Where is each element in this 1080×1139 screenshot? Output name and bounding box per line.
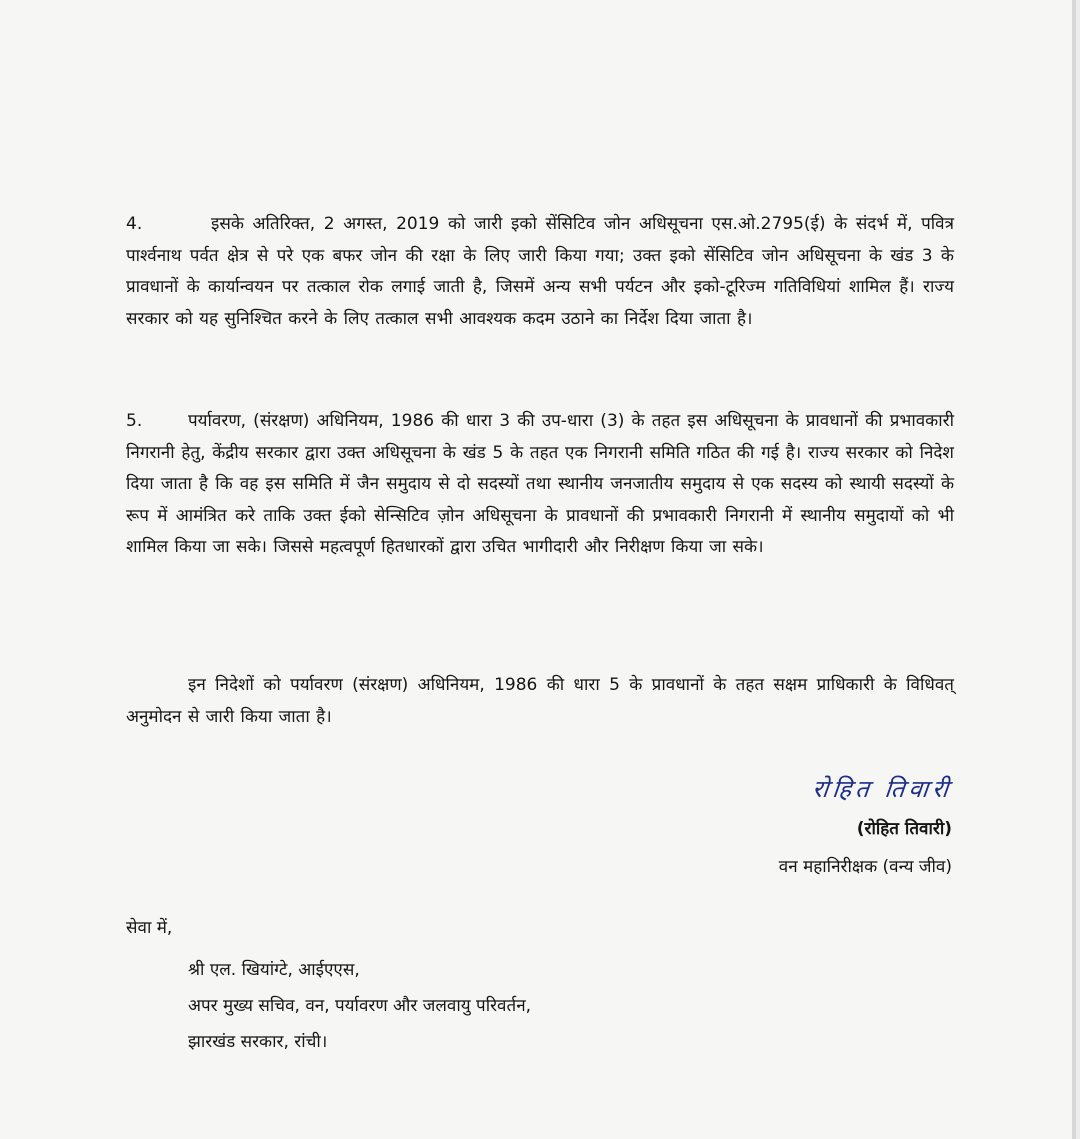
paragraph-number: 4. — [126, 214, 143, 234]
paragraph-text: इसके अतिरिक्त, 2 अगस्त, 2019 को जारी इको सेंसिटिव जोन अधिसूचना एस.ओ.2795(ई) के संदर्भ में, पवित्र पार्श्वनाथ पर्वत क्षेत्र से परे एक बफर जोन की रक्षा के लिए जारी किया गया; उक्त इको सेंसिटिव जोन अधिसूचना के खंड 3 के प्रावधानों के कार्यान्वयन पर तत्काल रोक लगाई जाती है, जिसमें अन्य सभी पर्यटन और इको-टूरिज्म गतिविधियां शामिल हैं। राज्य सरकार को यह सुनिश्चित करने के लिए तत्काल सभी आवश्यक कदम उठाने का निर्देश दिया जाता है। — [126, 214, 954, 329]
signatory-name: (रोहित तिवारी) — [856, 819, 952, 839]
page-edge — [1072, 0, 1076, 1139]
addressee-line: श्री एल. खियांग्टे, आईएएस, — [188, 960, 360, 980]
addressee-line: अपर मुख्य सचिव, वन, पर्यावरण और जलवायु परिवर्तन, — [188, 996, 532, 1016]
signature-block — [779, 770, 952, 882]
salutation: सेवा में, — [126, 918, 173, 938]
signatory-designation: वन महानिरीक्षक (वन्य जीव) — [778, 857, 952, 877]
handwritten-signature: रोहित तिवारी — [810, 775, 954, 803]
paragraph-4 — [126, 209, 954, 335]
closing-paragraph: इन निदेशों को पर्यावरण (संरक्षण) अधिनियम, 1986 की धारा 5 के प्रावधानों के तहत सक्षम प्राधिकारी के विधिवत् अनुमोदन से जारी किया जाता है। — [126, 675, 954, 727]
paragraph-number: 5. — [126, 411, 143, 431]
paragraph-text: पर्यावरण, (संरक्षण) अधिनियम, 1986 की धारा 3 की उप-धारा (3) के तहत इस अधिसूचना के प्रावधानों की प्रभावकारी निगरानी हेतु, केंद्रीय सरकार द्वारा उक्त अधिसूचना के खंड 5 के तहत एक निगरानी समिति गठित की गई है। राज्य सरकार को निदेश दिया जाता है कि वह इस समिति में जैन समुदाय से दो सदस्यों तथा स्थानीय जनजातीय समुदाय से एक सदस्य को स्थायी सदस्यों के रूप में आमंत्रित करे ताकि उक्त ईको सेन्सिटिव ज़ोन अधिसूचना के प्रावधानों की प्रभावकारी निगरानी में स्थानीय समुदायों को भी शामिल किया जा सके। जिससे महत्वपूर्ण हितधारकों द्वारा उचित भागीदारी और निरीक्षण किया जा सके। — [126, 411, 954, 557]
paragraph-5 — [126, 406, 954, 564]
addressee-line: झारखंड सरकार, रांची। — [188, 1032, 328, 1052]
addressee-block — [126, 910, 531, 1060]
